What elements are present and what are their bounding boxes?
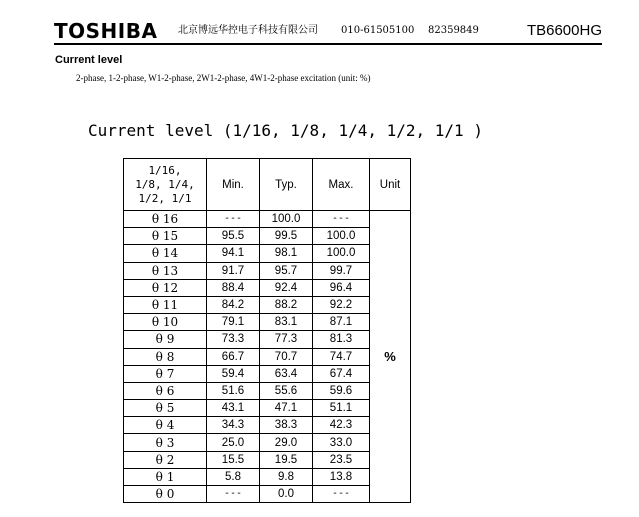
table-row [124, 417, 411, 434]
typ-cell: 70.7 [260, 348, 313, 365]
max-cell: 51.1 [313, 400, 370, 417]
table-row [124, 228, 411, 245]
angle-cell: θ 10 [124, 314, 207, 331]
table-body [124, 211, 411, 503]
section-title: Current level [55, 54, 123, 66]
typ-cell: 98.1 [260, 245, 313, 262]
angle-cell: θ 11 [124, 296, 207, 313]
typ-cell: 9.8 [260, 468, 313, 485]
table-row [124, 348, 411, 365]
table-header-row [124, 159, 411, 211]
angle-cell: θ 8 [124, 348, 207, 365]
max-cell: 13.8 [313, 468, 370, 485]
table-row [124, 262, 411, 279]
angle-cell: θ 4 [124, 417, 207, 434]
unit-header: Unit [370, 159, 411, 211]
min-cell: 66.7 [207, 348, 260, 365]
condition-header-line: 1/16, [148, 163, 182, 177]
distributor-fax: 82359849 [428, 25, 479, 36]
angle-cell: θ 13 [124, 262, 207, 279]
max-cell: 92.2 [313, 296, 370, 313]
max-cell: 42.3 [313, 417, 370, 434]
min-cell: 95.5 [207, 228, 260, 245]
typ-cell: 100.0 [260, 211, 313, 228]
typ-cell: 55.6 [260, 382, 313, 399]
min-cell: 84.2 [207, 296, 260, 313]
min-cell: 79.1 [207, 314, 260, 331]
max-cell: 87.1 [313, 314, 370, 331]
typ-cell: 38.3 [260, 417, 313, 434]
typ-cell: 0.0 [260, 486, 313, 503]
min-cell: --- [207, 486, 260, 503]
table-row [124, 486, 411, 503]
angle-cell: θ 12 [124, 279, 207, 296]
table-row [124, 382, 411, 399]
max-cell: 81.3 [313, 331, 370, 348]
angle-cell: θ 0 [124, 486, 207, 503]
table-row [124, 314, 411, 331]
min-cell: 51.6 [207, 382, 260, 399]
toshiba-logo: TOSHIBA [54, 19, 158, 43]
min-header: Min. [207, 159, 260, 211]
part-number: TB6600HG [526, 22, 602, 39]
table-row [124, 279, 411, 296]
table-row [124, 365, 411, 382]
condition-header-line: 1/8, 1/4, [135, 177, 195, 191]
typ-header: Typ. [260, 159, 313, 211]
min-cell: --- [207, 211, 260, 228]
distributor-phone: 010-61505100 [341, 25, 415, 36]
current-level-table [123, 158, 411, 503]
typ-cell: 99.5 [260, 228, 313, 245]
max-cell: --- [313, 211, 370, 228]
angle-cell: θ 3 [124, 434, 207, 451]
section-description: 2-phase, 1-2-phase, W1-2-phase, 2W1-2-phase, 4W1-2-phase excitation (unit: %) [76, 73, 371, 83]
min-cell: 88.4 [207, 279, 260, 296]
typ-cell: 29.0 [260, 434, 313, 451]
angle-cell: θ 7 [124, 365, 207, 382]
typ-cell: 47.1 [260, 400, 313, 417]
page-header [54, 19, 602, 45]
distributor-name: 北京博远华控电子科技有限公司 [178, 25, 318, 36]
table-title: Current level (1/16, 1/8, 1/4, 1/2, 1/1 ) [88, 121, 483, 140]
max-cell: 100.0 [313, 245, 370, 262]
max-header: Max. [313, 159, 370, 211]
angle-cell: θ 6 [124, 382, 207, 399]
max-cell: 33.0 [313, 434, 370, 451]
max-cell: 67.4 [313, 365, 370, 382]
typ-cell: 63.4 [260, 365, 313, 382]
table-row [124, 451, 411, 468]
condition-header-line: 1/2, 1/1 [138, 191, 192, 205]
table-row [124, 468, 411, 485]
unit-cell: % [370, 211, 411, 503]
max-cell: 96.4 [313, 279, 370, 296]
table-row [124, 211, 411, 228]
angle-cell: θ 16 [124, 211, 207, 228]
min-cell: 5.8 [207, 468, 260, 485]
min-cell: 94.1 [207, 245, 260, 262]
max-cell: 23.5 [313, 451, 370, 468]
table-row [124, 400, 411, 417]
angle-cell: θ 5 [124, 400, 207, 417]
table-row [124, 245, 411, 262]
angle-cell: θ 14 [124, 245, 207, 262]
typ-cell: 19.5 [260, 451, 313, 468]
min-cell: 15.5 [207, 451, 260, 468]
condition-header [124, 159, 207, 211]
table-row [124, 331, 411, 348]
table-row [124, 434, 411, 451]
max-cell: 99.7 [313, 262, 370, 279]
angle-cell: θ 9 [124, 331, 207, 348]
max-cell: 74.7 [313, 348, 370, 365]
typ-cell: 92.4 [260, 279, 313, 296]
min-cell: 34.3 [207, 417, 260, 434]
typ-cell: 95.7 [260, 262, 313, 279]
angle-cell: θ 2 [124, 451, 207, 468]
min-cell: 25.0 [207, 434, 260, 451]
max-cell: 59.6 [313, 382, 370, 399]
typ-cell: 83.1 [260, 314, 313, 331]
min-cell: 73.3 [207, 331, 260, 348]
min-cell: 59.4 [207, 365, 260, 382]
table-row [124, 296, 411, 313]
typ-cell: 88.2 [260, 296, 313, 313]
min-cell: 91.7 [207, 262, 260, 279]
min-cell: 43.1 [207, 400, 260, 417]
angle-cell: θ 15 [124, 228, 207, 245]
max-cell: --- [313, 486, 370, 503]
angle-cell: θ 1 [124, 468, 207, 485]
max-cell: 100.0 [313, 228, 370, 245]
typ-cell: 77.3 [260, 331, 313, 348]
